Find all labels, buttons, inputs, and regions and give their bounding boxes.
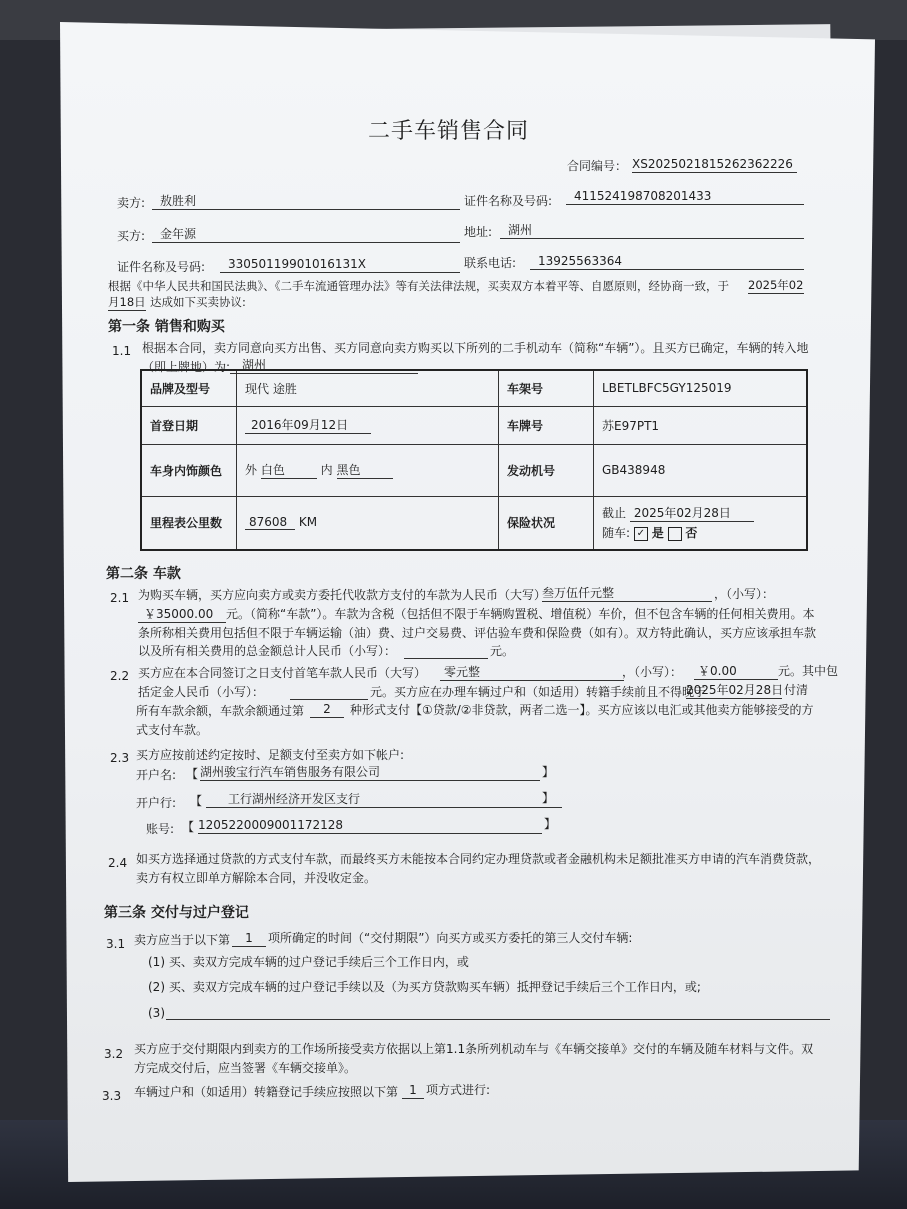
reg-date-value: 2016年09月12日 (245, 416, 371, 434)
clause-2-1-line3: 条所称相关费用包括但不限于车辆运输（油）费、过户交易费、评估验车费和保险费（如有）。双方特此确认，买方应该承担车款 (138, 626, 817, 640)
vin-value: LBETLBFC5GY125019 (594, 370, 808, 406)
clause-2-2-line3b: 种形式支付【①贷款/②非贷款，两者二选一】。买方应该以电汇或其他卖方能够接受的方 (350, 703, 814, 717)
clause-2-2-line2b: 元。买方应在办理车辆过户和（如适用）转籍手续前且不得晚于 (370, 685, 707, 699)
clause-3-1-line1a: 卖方应当于以下第 (134, 933, 231, 947)
clause-2-2-line2c: 付清 (784, 683, 809, 697)
engine-value: GB438948 (594, 444, 808, 496)
clause-2-2-line3a: 所有车款余额，车款余额通过第 (136, 704, 305, 718)
clause-3-1-line1b: 项所确定的时间（“交付期限”）向买方或买方委托的第三人交付车辆: (268, 931, 633, 945)
clause-2-2-line1-end: 元。其中包 (778, 664, 839, 678)
clause-2-1-number: 2.1 (110, 591, 130, 605)
clause-3-1-option-2: (2) 买、卖双方完成车辆的过户登记手续以及（为买方贷款购买车辆）抵押登记手续后三个工作日内，或; (148, 980, 701, 994)
insurance-no-checkbox[interactable] (668, 527, 682, 541)
buyer-id-label: 证件名称及号码: (117, 260, 206, 274)
color-out-value: 白色 (261, 461, 317, 479)
clause-2-1-line4-end: 元。 (490, 644, 515, 658)
clause-2-2-line2a: 括定金人民币（小写）： (138, 685, 265, 699)
clause-2-2-line1: 买方应在本合同签订之日支付首笔车款人民币（大写） (138, 666, 427, 680)
clause-2-1-lower-amount: ￥35000.00 (138, 606, 226, 623)
account-no-bracket-open: 【 (182, 820, 195, 834)
insurance-until-value: 2025年02月28日 (630, 504, 754, 522)
reg-date-label: 首登日期 (141, 406, 237, 444)
brand-value: 现代 途胜 (237, 370, 499, 406)
clause-3-2-number: 3.2 (104, 1047, 124, 1061)
mileage-unit: KM (298, 515, 318, 530)
clause-2-1-total-blank[interactable] (404, 642, 488, 659)
buyer-id-value: 33050119901016131X (220, 256, 460, 273)
insurance-yes-label: 是 (651, 526, 664, 541)
clause-3-3-line1a: 车辆过户和（如适用）转籍登记手续应按照以下第 (134, 1085, 399, 1099)
mileage-value: 87608 (245, 515, 295, 530)
clause-3-1-option-3-blank[interactable] (166, 1003, 830, 1020)
seller-label: 卖方: (117, 196, 146, 210)
color-cell (237, 444, 499, 496)
account-no-value: 1205220009001172128 (198, 817, 542, 834)
clause-1-1-line2: （即上牌地）为: (142, 360, 231, 374)
clause-2-1-line1: 为购买车辆，买方应向卖方或卖方委托代收款方支付的车款为人民币（大写） (138, 588, 547, 602)
clause-2-2-line4: 式支付车款。 (136, 723, 209, 737)
article-1-heading: 第一条 销售和购买 (108, 319, 225, 335)
preamble-date-a: 2025年02 (748, 278, 804, 292)
account-bank-bracket-close: 】 (542, 791, 555, 805)
insurance-no-label: 否 (685, 526, 698, 541)
article-3-heading: 第三条 交付与过户登记 (104, 905, 249, 921)
article-2-heading: 第二条 车款 (106, 566, 181, 582)
document-title: 二手车销售合同 (368, 119, 530, 144)
color-in-value: 黑色 (337, 461, 393, 479)
account-name-bracket-open: 【 (186, 767, 199, 781)
clause-2-2-lower-amount: ￥0.00 (694, 663, 778, 680)
account-bank-bracket-open: 【 (190, 794, 203, 808)
account-bank-value: 工行湖州经济开发区支行 (206, 791, 562, 808)
contract-no-label: 合同编号： (567, 159, 628, 173)
account-no-label: 账号: (146, 822, 175, 836)
plate-value: 苏E97PT1 (594, 406, 808, 444)
mileage-label: 里程表公里数 (141, 496, 237, 550)
seller-id-label: 证件名称及号码: (464, 194, 553, 208)
account-name-bracket-close: 】 (542, 765, 555, 779)
clause-2-1-line2: 元。（简称“车款”）。车款为含税（包括但不限于车辆购置税、增值税）车价，但不包含车辆的任何相关费用。本 (226, 607, 815, 621)
brand-label: 品牌及型号 (141, 370, 237, 406)
insurance-yes-checkbox[interactable]: ✓ (634, 527, 648, 541)
clause-2-3-number: 2.3 (110, 751, 130, 765)
clause-3-1-option-3: (3) (148, 1006, 165, 1020)
engine-label: 发动机号 (499, 444, 594, 496)
seller-name: 敖胜利 (152, 193, 460, 210)
plate-label: 车牌号 (499, 406, 594, 444)
clause-3-1-item: 1 (232, 930, 266, 947)
buyer-name: 金年源 (152, 226, 460, 243)
preamble-date-b: 月18日 (108, 295, 146, 309)
clause-2-4-line1: 如买方选择通过贷款的方式支付车款，而最终买方未能按本合同约定办理贷款或者金融机构未足额批准买方申请的汽车消费贷款， (136, 852, 821, 866)
insurance-cell (594, 496, 808, 550)
account-bank-label: 开户行: (136, 796, 177, 810)
clause-2-1-lower-label: ，（小写）： (714, 587, 775, 601)
insurance-follow-label: 随车: (602, 526, 631, 541)
clause-2-4-line2: 卖方有权立即单方解除本合同，并没收定金。 (136, 871, 377, 885)
reg-date-cell (237, 406, 499, 444)
clause-2-2-number: 2.2 (110, 669, 130, 683)
clause-3-1-number: 3.1 (106, 937, 126, 951)
clause-3-3-line1b: 项方式进行: (426, 1083, 491, 1097)
contract-no-value: XS2025021815262362226 (632, 156, 797, 173)
clause-2-1-line4: 以及所有相关费用的总金额总计人民币（小写）： (138, 644, 397, 658)
insurance-until-label: 截止 (602, 506, 627, 521)
clause-2-1-upper-amount: 叁万伍仟元整 (542, 585, 712, 602)
color-label: 车身内饰颜色 (141, 444, 237, 496)
buyer-address-label: 地址: (464, 225, 493, 239)
account-no-bracket-close: 】 (544, 817, 557, 831)
clause-1-1-line1: 根据本合同，卖方同意向买方出售、买方同意向卖方购买以下所列的二手机动车（简称“车辆”）。且买方已确定，车辆的转入地 (142, 341, 809, 355)
account-name-value: 湖州骏宝行汽车销售服务有限公司 (200, 764, 540, 781)
vehicle-info-table (140, 369, 808, 551)
mileage-cell (237, 496, 499, 550)
clause-3-3-number: 3.3 (102, 1089, 122, 1103)
clause-2-4-number: 2.4 (108, 856, 128, 870)
clause-2-2-lower-label: ，（小写）： (622, 665, 683, 679)
account-name-label: 开户名: (136, 768, 177, 782)
preamble-line2: 达成如下买卖协议: (150, 295, 246, 309)
clause-2-2-deadline: 2025年02月28日 (686, 683, 784, 697)
preamble-line1: 根据《中华人民共和国民法典》、《二手车流通管理办法》等有关法律法规，买卖双方本着平等、自愿原则，经协商一致，于 (108, 279, 729, 293)
clause-3-3-item: 1 (402, 1082, 424, 1099)
buyer-label: 买方: (117, 229, 146, 243)
seller-id-value: 411524198708201433 (566, 188, 804, 205)
clause-1-1-place: 湖州 (230, 357, 418, 374)
clause-2-2-deposit-blank[interactable] (290, 683, 368, 700)
buyer-phone-value: 13925563364 (530, 253, 804, 270)
clause-2-2-upper-amount: 零元整 (440, 664, 624, 681)
clause-3-1-option-1: (1) 买、卖双方完成车辆的过户登记手续后三个工作日内，或 (148, 955, 469, 969)
insurance-label: 保险状况 (499, 496, 594, 550)
buyer-phone-label: 联系电话: (464, 256, 517, 270)
clause-1-1-number: 1.1 (112, 344, 132, 358)
clause-2-3-line1: 买方应按前述约定按时、足额支付至卖方如下帐户: (136, 748, 405, 762)
clause-2-2-method: 2 (310, 701, 344, 718)
color-out-label: 外 (245, 463, 258, 477)
buyer-address-value: 湖州 (500, 222, 804, 239)
clause-3-2-line1: 买方应于交付期限内到卖方的工作场所接受卖方依据以上第1.1条所列机动车与《车辆交接单》交付的车辆及随车材料与文件。双 (134, 1042, 814, 1056)
clause-3-2-line2: 方完成交付后，应当签署《车辆交接单》。 (134, 1061, 357, 1075)
color-in-label: 内 (320, 463, 333, 477)
vin-label: 车架号 (499, 370, 594, 406)
